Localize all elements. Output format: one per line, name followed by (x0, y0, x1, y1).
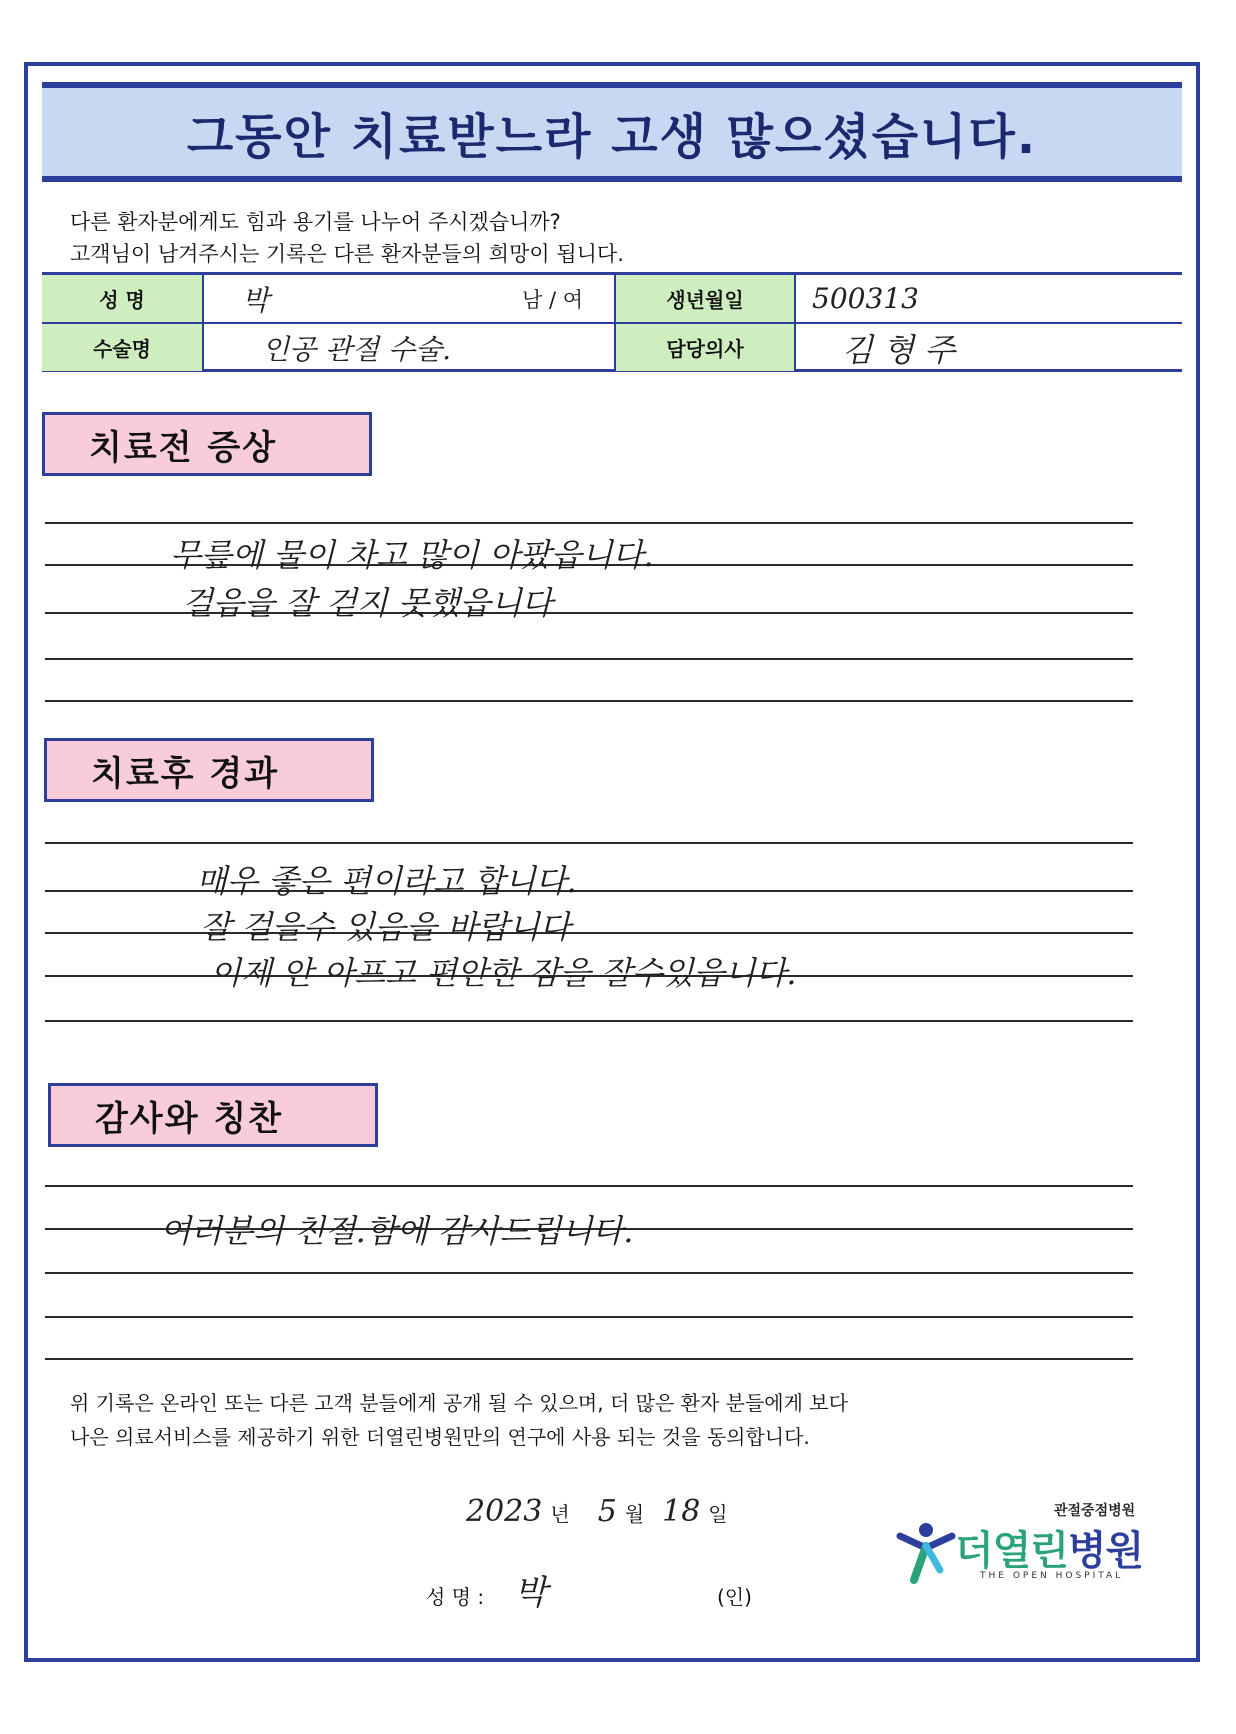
after-text-line-2: 잘 걸을수 있음을 바랍니다 (200, 908, 571, 946)
date-month: 5 (597, 1494, 617, 1529)
logo-english: THE OPEN HOSPITAL (980, 1571, 1124, 1581)
ruled-line (45, 1020, 1133, 1022)
info-row-1 (42, 275, 1182, 324)
ruled-line (45, 1316, 1133, 1318)
consent-line-2: 나은 의료서비스를 제공하기 위한 더열린병원만의 연구에 사용 되는 것을 동의합니다. (70, 1425, 810, 1449)
hospital-logo-icon (896, 1518, 956, 1588)
name-value: 박 (242, 283, 270, 317)
seal-mark: (인) (716, 1585, 752, 1609)
patient-info-table (42, 272, 1182, 372)
ruled-line (45, 658, 1133, 660)
ruled-line (45, 700, 1133, 702)
after-text-line-3: 이제 안 아프고 편안한 잠을 잘수있읍니다. (210, 954, 797, 992)
date-day: 18 (662, 1494, 701, 1529)
header-band (42, 82, 1182, 182)
consent-line-1: 위 기록은 온라인 또는 다른 고객 분들에게 공개 될 수 있으며, 더 많은 환자 분들에게 보다 (70, 1391, 848, 1415)
page-title: 그동안 치료받느라 고생 많으셨습니다. (186, 108, 1038, 165)
after-text-line-1: 매우 좋은 편이라고 합니다. (196, 862, 577, 900)
month-label: 월 (624, 1502, 645, 1526)
signature-value: 박 (514, 1573, 547, 1613)
gender-field: 남 / 여 (522, 287, 583, 312)
before-text-line-2: 걸음을 잘 걷지 못했읍니다 (182, 584, 553, 622)
birth-value: 500313 (812, 282, 919, 315)
date-year: 2023 (466, 1494, 543, 1529)
section-after-label: 치료후 경과 (44, 738, 374, 802)
name-label: 성 명 (42, 275, 202, 322)
logo-name (955, 1519, 1143, 1576)
divider (794, 275, 796, 322)
signature-label: 성 명 : (426, 1585, 485, 1609)
info-row-2 (42, 324, 1182, 371)
surgery-value: 인공 관절 수술. (262, 332, 451, 366)
signature-line (426, 1565, 752, 1614)
intro-line-2: 고객님이 남겨주시는 기록은 다른 환자분들의 희망이 됩니다. (70, 242, 624, 266)
day-label: 일 (708, 1502, 728, 1526)
date-line (466, 1494, 728, 1529)
ruled-line (45, 1272, 1133, 1274)
intro-line-1: 다른 환자분에게도 힘과 용기를 나누어 주시겠습니까? (70, 210, 561, 234)
doctor-label: 담당의사 (616, 324, 794, 371)
ruled-line (45, 842, 1133, 844)
ruled-line (45, 522, 1133, 524)
logo-name-green: 더열린 (955, 1528, 1068, 1574)
section-before-label: 치료전 증상 (42, 412, 372, 476)
divider (794, 324, 796, 371)
section-thanks-label: 감사와 칭찬 (48, 1083, 378, 1147)
thanks-text-line-1: 여러분의 친절.함에 감사드립니다. (160, 1212, 634, 1250)
doctor-value: 김 형 주 (842, 330, 956, 369)
surgery-label: 수술명 (42, 324, 202, 371)
divider (202, 275, 204, 322)
ruled-line (45, 1358, 1133, 1360)
ruled-line (45, 1185, 1133, 1187)
before-text-line-1: 무릎에 물이 차고 많이 아팠읍니다. (170, 536, 654, 574)
logo-name-blue: 병원 (1067, 1528, 1144, 1574)
divider (202, 324, 204, 371)
logo-subtitle: 관절중점병원 (1054, 1503, 1136, 1519)
year-label: 년 (550, 1502, 570, 1526)
birth-label: 생년월일 (616, 275, 794, 322)
